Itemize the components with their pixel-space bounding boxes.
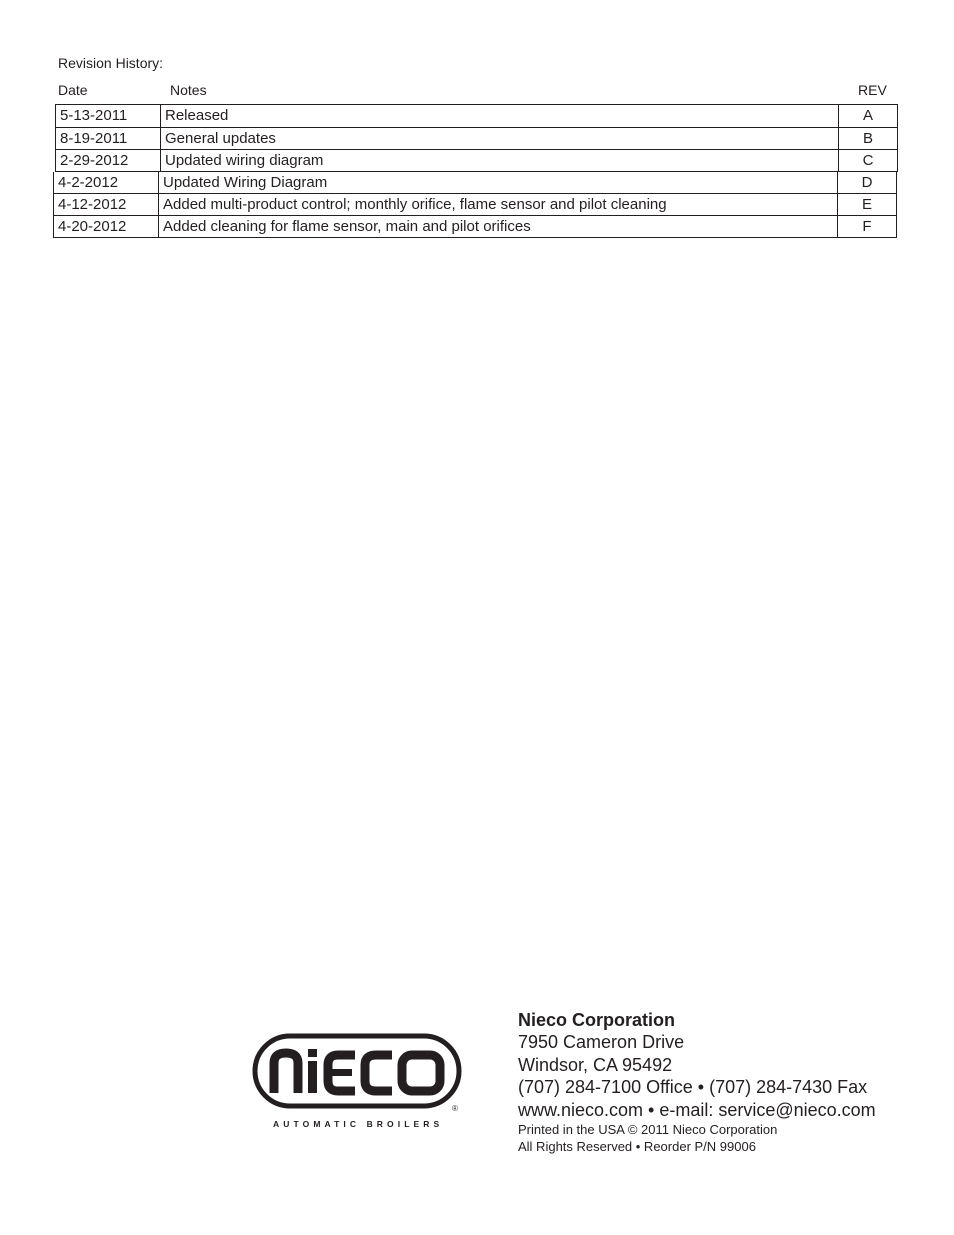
nieco-logo [252,1033,464,1113]
revision-table [55,104,898,238]
company-name: Nieco Corporation [518,1010,676,1030]
rights-reorder: All Rights Reserved • Reorder P/N 99006 [518,1139,756,1154]
row-rev: A [862,107,873,124]
street-address: 7950 Cameron Drive [518,1032,685,1052]
row-rev: E [861,196,872,213]
row-notes: Updated Wiring Diagram [159,172,838,193]
row-date: 4-12-2012 [54,194,159,215]
row-notes: Added multi-product control; monthly orifice, flame sensor and pilot cleaning [159,194,838,215]
revision-history-heading: Revision History: [58,55,164,71]
row-notes: Updated wiring diagram [161,150,839,171]
row-rev: F [862,218,872,235]
row-date: 8-19-2011 [56,128,161,149]
svg-text:®: ® [452,1104,458,1113]
column-header-date: Date [58,82,88,98]
nieco-wordmark-icon [252,1033,464,1113]
row-rev: C [862,152,874,169]
row-date: 5-13-2011 [56,105,161,127]
row-notes: General updates [161,128,839,149]
column-header-notes: Notes [170,82,207,98]
row-notes: Added cleaning for flame sensor, main and pilot orifices [159,216,838,237]
web-email: www.nieco.com • e-mail: service@nieco.com [518,1099,876,1120]
row-date: 4-20-2012 [54,216,159,237]
table-row [55,104,898,128]
table-row [55,150,898,172]
row-rev: B [862,130,873,147]
city-state-zip: Windsor, CA 95492 [518,1054,673,1075]
contact-block [518,1009,876,1155]
table-row [55,128,898,150]
row-date: 4-2-2012 [54,172,159,193]
logo-tagline: AUTOMATIC BROILERS [273,1119,444,1129]
table-row [53,172,897,194]
column-header-rev: REV [858,82,887,98]
row-rev: D [861,174,873,191]
table-row [53,216,897,238]
row-notes: Released [161,105,839,127]
row-date: 2-29-2012 [56,150,161,171]
table-row [53,194,897,216]
phone-fax: (707) 284-7100 Office • (707) 284-7430 Fax [518,1077,868,1097]
printed-notice: Printed in the USA © 2011 Nieco Corporation [518,1122,778,1137]
